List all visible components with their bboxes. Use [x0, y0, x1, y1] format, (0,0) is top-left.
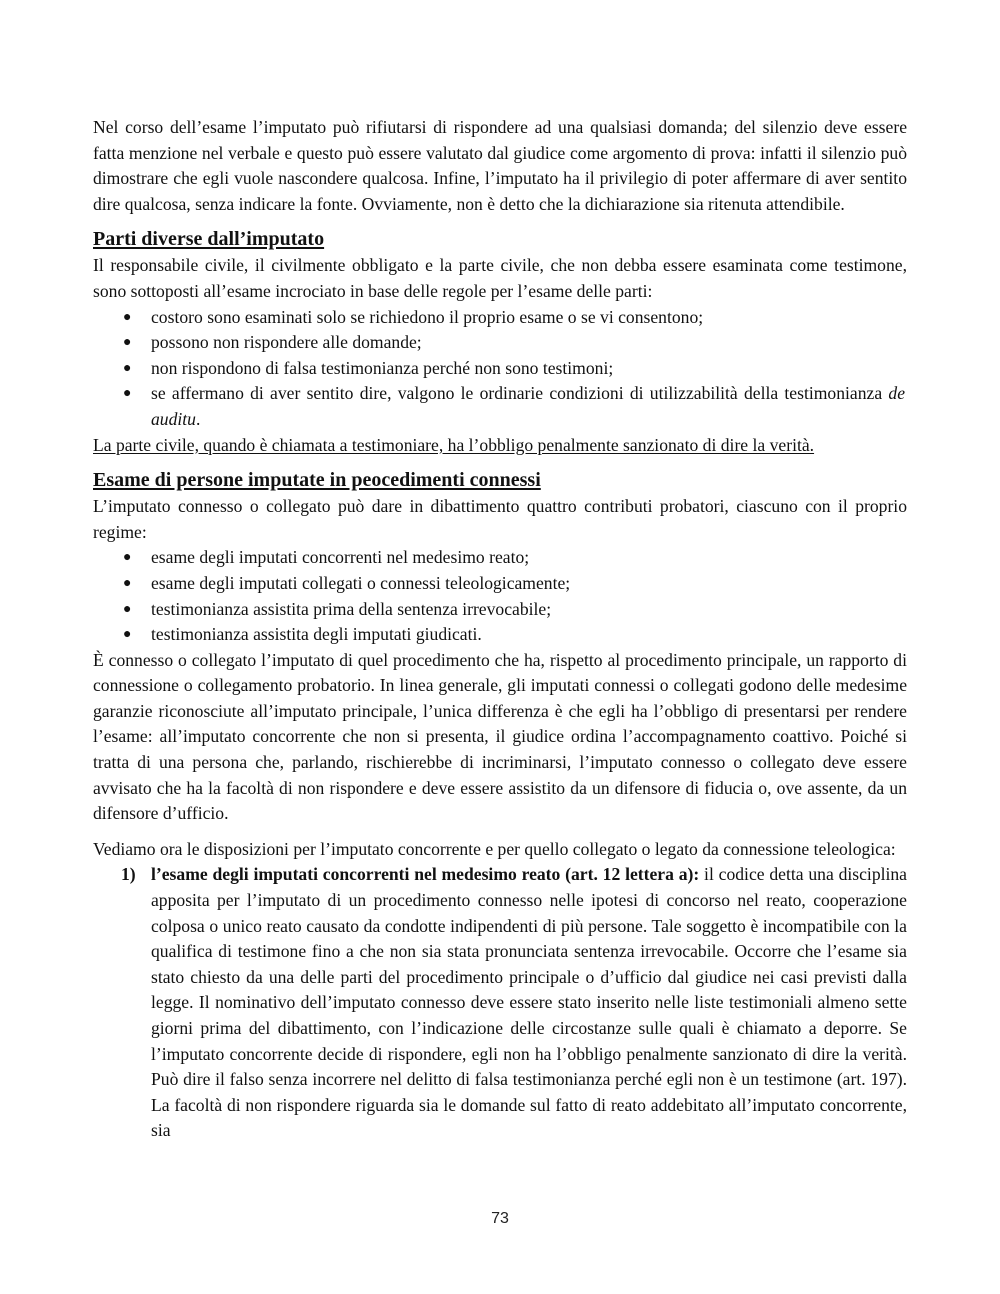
- document-page: [93, 115, 907, 1144]
- list-item: ● esame degli imputati collegati o connessi teleologicamente;: [93, 571, 907, 597]
- bullet-icon: ●: [123, 575, 132, 591]
- section2-paragraph-connessione: È connesso o collegato l’imputato di quel procedimento che ha, rispetto al procedimento principale, un rapporto di connessione o collegamento probatorio. In linea generale, gli imputati connessi o collegati godono delle medesime garanzie riconosciute all’imputato principale, l’unica differenza è che egli ha l’obbligo di presentarsi per rendere l’esame: all’imputato concorrente che non si presenta, il giudice ordina l’accompagnamento coattivo. Poiché si tratta di una persona che, parlando, rischierebbe di incriminarsi, l’imputato connesso o collegato deve essere avvisato che ha la facoltà di non rispondere e deve essere assistito da un difensore di fiducia o, ove assente, da un difensore d’ufficio.: [93, 649, 907, 824]
- page-number: 73: [491, 1210, 509, 1227]
- item-bold-title: l’esame degli imputati concorrenti nel medesimo reato (art. 12 lettera a):: [151, 864, 700, 885]
- bullet-icon: ●: [123, 360, 132, 376]
- list-item: ● costoro sono esaminati solo se richiedono il proprio esame o se vi consentono;: [93, 305, 907, 331]
- section-heading-esame-persone-imputate: Esame di persone imputate in peocedimenti connessi: [93, 469, 541, 492]
- section-heading-parti-diverse: Parti diverse dall’imputato: [93, 228, 325, 251]
- section1-intro: Il responsabile civile, il civilmente obbligato e la parte civile, che non debba essere esaminata come testimone, sono sottoposti all’esame incrociato in base delle regole per l’esame delle parti:: [93, 255, 907, 301]
- bullet-icon: ●: [123, 335, 132, 351]
- bullet-icon: ●: [123, 550, 132, 566]
- section2-bullet-list: [93, 545, 907, 647]
- list-item: ● testimonianza assistita prima della sentenza irrevocabile;: [93, 597, 907, 623]
- item-number: 1): [121, 864, 136, 885]
- bullet-icon: ●: [123, 309, 132, 325]
- list-item: ● non rispondono di falsa testimonianza perché non sono testimoni;: [93, 356, 907, 382]
- intro-paragraph: Nel corso dell’esame l’imputato può rifiutarsi di rispondere ad una qualsiasi domanda; del silenzio deve essere fatta menzione nel verbale e questo può essere valutato dal giudice come argomento di prova: infatti il silenzio può dimostrare che egli vuole nascondere qualcosa. Infine, l’imputato ha il privilegio di poter affermare di aver sentito dire qualcosa, senza indicare la fonte. Ovviamente, non è detto che la dichiarazione sia ritenuta attendibile.: [93, 117, 907, 214]
- section2-intro: L’imputato connesso o collegato può dare in dibattimento quattro contributi probatori, ciascuno con il proprio regime:: [93, 496, 907, 542]
- bullet-icon: ●: [123, 627, 132, 643]
- list-item: ● testimonianza assistita degli imputati giudicati.: [93, 622, 907, 648]
- bullet-icon: ●: [123, 601, 132, 617]
- section1-bullet-list: [93, 305, 907, 433]
- list-item: ● se affermano di aver sentito dire, valgono le ordinarie condizioni di utilizzabilità della testimonianza de auditu.: [123, 383, 905, 429]
- italic-term: de auditu: [151, 383, 905, 429]
- list-item: ● possono non rispondere alle domande;: [93, 330, 907, 356]
- section2-paragraph-disposizioni: Vediamo ora le disposizioni per l’imputato concorrente e per quello collegato o legato da connessione teleologica:: [93, 838, 896, 859]
- numbered-item: [93, 862, 907, 1144]
- bullet-icon: ●: [123, 386, 132, 402]
- numbered-list: [93, 862, 907, 1144]
- item-text: il codice detta una disciplina apposita per l’imputato di un procedimento connesso nelle ipotesi di concorso nel reato, cooperazione colposa o unico reato causato da condotte indipendenti di più persone. Tale soggetto è incompatibile con la qualifica di testimone fino a che non sia stata pronunciata sentenza irrevocabile. Occorre che l’esame sia stato chiesto da una delle parti del procedimento principale o d’ufficio dal giudice nei casi previsti dalla legge. Il nominativo dell’imputato connesso deve essere stato inserito nelle liste testimoniali almeno sette giorni prima del dibattimento, con l’indicazione delle circostanze sulle quali è chiamato a deporre. Se l’imputato concorrente decide di rispondere, egli non ha l’obbligo penalmente sanzionato di dire la verità. Può dire il falso senza incorrere nel delitto di falsa testimonianza perché egli non è un testimone (art. 197). La facoltà di non rispondere riguarda sia le domande sul fatto di reato addebitato all’imputato concorrente, sia: [151, 864, 907, 1141]
- underlined-note: La parte civile, quando è chiamata a testimoniare, ha l’obbligo penalmente sanzionato di dire la verità.: [93, 434, 815, 455]
- list-item: ● esame degli imputati concorrenti nel medesimo reato;: [93, 545, 907, 571]
